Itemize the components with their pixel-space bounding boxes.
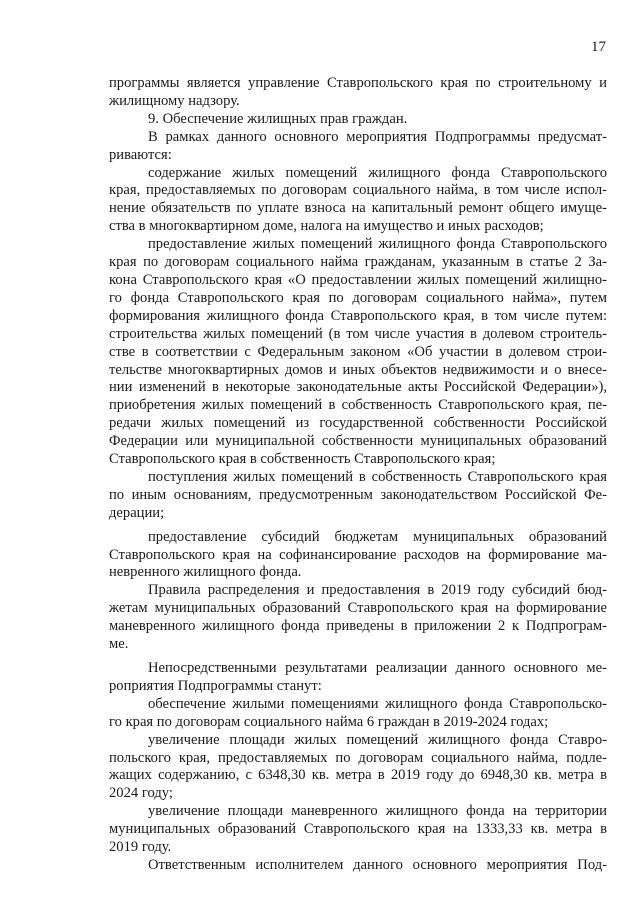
text-line: увеличение площади маневренного жилищного фонда на территории xyxy=(148,803,607,820)
text-line: нии изменений в некоторые законодательные акты Российской Федерации»), xyxy=(109,379,607,396)
text-line: муниципальных образований Ставропольского края на 1333,33 кв. метра в xyxy=(109,821,607,838)
document-body xyxy=(109,75,607,875)
text-line: польского края, предоставляемых по договорам социального найма, подле- xyxy=(109,749,607,766)
page-number: 17 xyxy=(591,39,606,55)
text-line: роприятия Подпрограммы станут: xyxy=(109,677,322,694)
text-line: го края по договорам социального найма 6 граждан в 2019-2024 годах; xyxy=(109,713,549,730)
text-line: обеспечение жилыми помещениями жилищного фонда Ставропольско- xyxy=(148,695,607,712)
text-line: приобретения жилых помещений в собственность Ставропольского края, пе- xyxy=(109,397,607,414)
text-line: жетам муниципальных образований Ставропольского края на формирование xyxy=(109,600,607,617)
text-line: маневренного жилищного фонда приведены в приложении 2 к Подпрограм- xyxy=(109,618,607,635)
text-line: поступления жилых помещений в собственность Ставропольского края xyxy=(148,468,607,485)
text-line: края, предоставляемых по договорам социального найма, в том числе испол- xyxy=(109,182,607,199)
text-line: 2024 году; xyxy=(109,785,173,802)
text-line: программы является управление Ставропольского края по строительному и xyxy=(109,75,607,91)
text-line: В рамках данного основного мероприятия Подпрограммы предусмат- xyxy=(148,128,607,145)
text-line: нение обязательств по уплате взноса на капитальный ремонт общего имуще- xyxy=(109,200,607,217)
text-line: кона Ставропольского края «О предоставлении жилых помещений жилищно- xyxy=(109,271,607,288)
text-line: 2019 году. xyxy=(109,839,172,856)
text-line: Федерации или муниципальной собственности муниципальных образований xyxy=(109,433,607,450)
text-line: жилищному надзору. xyxy=(109,92,240,109)
text-line: ме. xyxy=(109,636,129,653)
text-line: 9. Обеспечение жилищных прав граждан. xyxy=(148,110,408,127)
text-line: го фонда Ставропольского края по договорам социального найма», путем xyxy=(109,289,607,306)
text-line: невренного жилищного фонда. xyxy=(109,564,302,581)
text-line: Ответственным исполнителем данного основного мероприятия Под- xyxy=(148,856,607,873)
text-line: предоставление жилых помещений жилищного фонда Ставропольского xyxy=(148,236,607,253)
text-line: Ставропольского края в собственность Ставропольского края; xyxy=(109,451,496,468)
text-line: жащих содержанию, с 6348,30 кв. метра в 2019 году до 6948,30 кв. метра в xyxy=(109,767,607,784)
text-line: предоставление субсидий бюджетам муниципальных образований xyxy=(148,528,607,545)
text-line: строительства жилых помещений (в том числе участия в долевом строитель- xyxy=(109,325,607,342)
text-line: увеличение площади жилых помещений жилищного фонда Ставро- xyxy=(148,731,607,748)
text-line: риваются: xyxy=(109,146,172,163)
text-line: стве в соответствии с Федеральным законом «Об участии в долевом строи- xyxy=(109,343,607,360)
text-line: дерации; xyxy=(109,504,165,521)
text-line: формирования жилищного фонда Ставропольского края, в том числе путем: xyxy=(109,307,607,324)
text-line: редачи жилых помещений из государственной собственности Российской xyxy=(109,415,607,432)
text-line: тельстве многоквартирных домов и иных объектов недвижимости и о внесе- xyxy=(109,361,607,378)
text-line: ства в многоквартирном доме, налога на имущество и иных расходов; xyxy=(109,218,544,235)
text-line: Непосредственными результатами реализации данного основного ме- xyxy=(148,660,607,676)
text-line: содержание жилых помещений жилищного фонда Ставропольского xyxy=(148,164,607,181)
text-line: Ставропольского края на софинансирование расходов на формирование ма- xyxy=(109,546,607,563)
text-line: края по договорам социального найма гражданам, указанным в статье 2 За- xyxy=(109,254,607,271)
text-line: по иным основаниям, предусмотренным законодательством Российской Фе- xyxy=(109,486,607,503)
text-line: Правила распределения и предоставления в 2019 году субсидий бюд- xyxy=(148,582,607,599)
